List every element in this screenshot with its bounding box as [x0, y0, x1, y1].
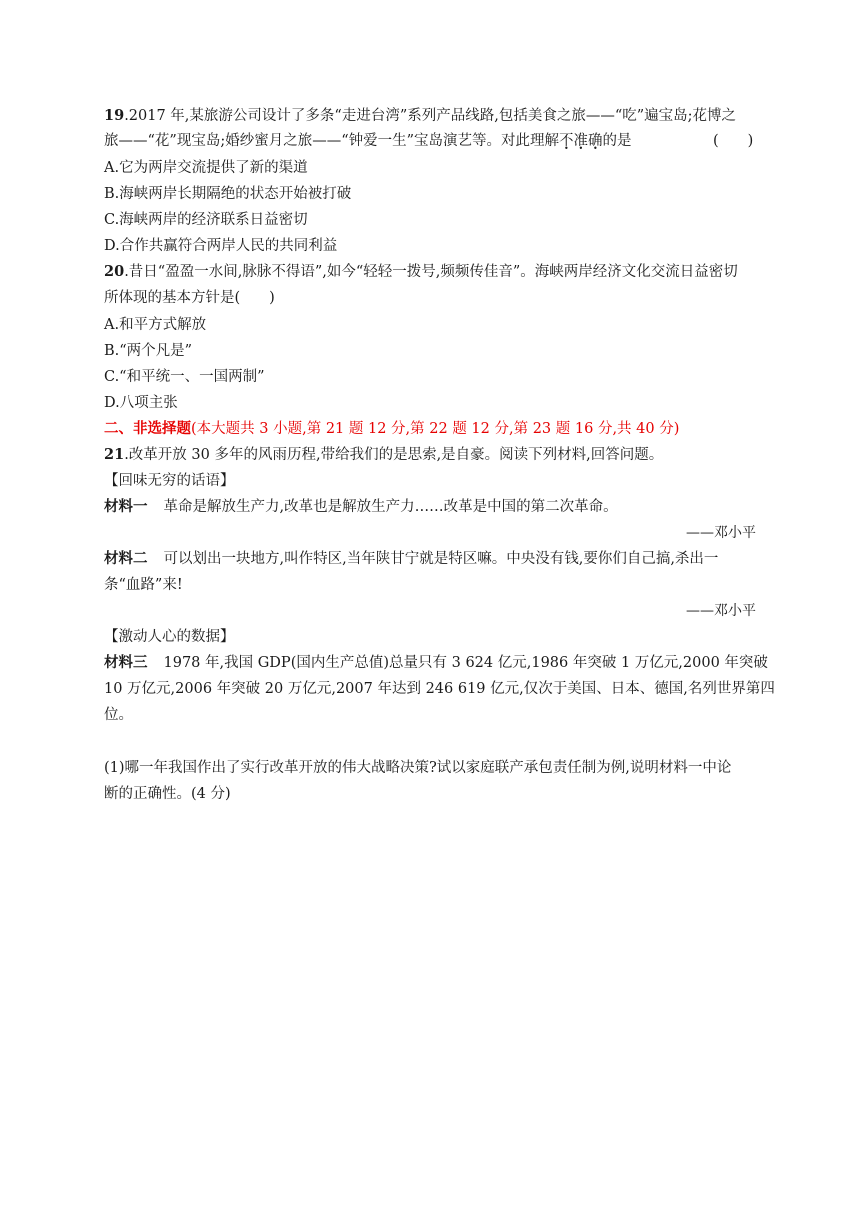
q20-line2: 所体现的基本方针是( ) — [104, 290, 275, 306]
q20-stem-part1: .昔日“盈盈一水间,脉脉不得语”,如今“轻轻一拨号,频频传佳音”。海峡两岸经济文化交流日益密切 — [124, 264, 738, 280]
q19-answer-paren: ( ) — [713, 133, 754, 149]
q19-option-c: C.海峡两岸的经济联系日益密切 — [104, 212, 308, 228]
material1 — [104, 497, 618, 517]
material2-line1 — [104, 549, 718, 569]
material3-line3: 位。 — [104, 707, 133, 723]
q21-sub1-line1: (1)哪一年我国作出了实行改革开放的伟大战略决策?试以家庭联产承包责任制为例,说明材料一中论 — [104, 760, 732, 776]
q21-sub1-line2: 断的正确性。(4 分) — [104, 786, 231, 802]
q20-option-b: B.“两个凡是” — [104, 343, 193, 359]
material2-line2: 条“血路”来! — [104, 577, 183, 593]
material2-label: 材料二 — [104, 550, 148, 567]
material3-text1: 1978 年,我国 GDP(国内生产总值)总量只有 3 624 亿元,1986 年突破 1 万亿元,2000 年突破 — [163, 655, 768, 671]
q19-number: 19 — [104, 107, 125, 124]
material3-label: 材料三 — [104, 654, 148, 671]
q19-emphasis-char-1: 不 — [559, 133, 574, 149]
q19-stem-part3: 的是 — [602, 133, 632, 149]
q21-intro — [104, 445, 663, 465]
material2-source: ——邓小平 — [686, 603, 756, 619]
q19-option-d: D.合作共赢符合两岸人民的共同利益 — [104, 238, 338, 254]
q21-heading2: 【激动人心的数据】 — [104, 629, 235, 645]
q21-number: 21 — [104, 446, 125, 463]
material3-line1 — [104, 653, 768, 673]
material2-text1: 可以划出一块地方,叫作特区,当年陕甘宁就是特区嘛。中央没有钱,要你们自己搞,杀出一 — [163, 551, 719, 567]
q19-option-a: A.它为两岸交流提供了新的渠道 — [104, 160, 308, 176]
material1-label: 材料一 — [104, 498, 148, 515]
q19-stem-part2: 旅——“花”现宝岛;婚纱蜜月之旅——“钟爱一生”宝岛演艺等。对此理解 — [104, 133, 560, 149]
q21-intro-text: .改革开放 30 多年的风雨历程,带给我们的是思索,是自豪。阅读下列材料,回答问题。 — [124, 447, 664, 463]
q19-emphasis-char-3: 确 — [588, 133, 603, 149]
section2-desc: (本大题共 3 小题,第 21 题 12 分,第 22 题 12 分,第 23 题 16 分,共 40 分) — [191, 421, 680, 437]
q19-line2 — [104, 131, 632, 151]
q19-stem-part1: .2017 年,某旅游公司设计了多条“走进台湾”系列产品线路,包括美食之旅——“吃”遍宝岛;花博之 — [124, 108, 737, 124]
q21-heading1: 【回味无穷的话语】 — [104, 473, 235, 489]
q20-option-c: C.“和平统一、一国两制” — [104, 369, 265, 385]
q20-option-d: D.八项主张 — [104, 395, 178, 411]
material1-text: 革命是解放生产力,改革也是解放生产力……改革是中国的第二次革命。 — [163, 499, 618, 515]
q20-option-a: A.和平方式解放 — [104, 317, 207, 333]
section2-header — [104, 419, 679, 439]
q19-emphasis-char-2: 准 — [573, 133, 589, 149]
section2-title: 二、非选择题 — [104, 420, 191, 437]
material1-source: ——邓小平 — [686, 525, 756, 541]
q20-number: 20 — [104, 263, 125, 280]
q19-line1 — [104, 106, 736, 126]
material3-line2: 10 万亿元,2006 年突破 20 万亿元,2007 年达到 246 619 亿元,仅次于美国、日本、德国,名列世界第四 — [104, 681, 775, 697]
q19-option-b: B.海峡两岸长期隔绝的状态开始被打破 — [104, 186, 352, 202]
q20-line1 — [104, 262, 738, 282]
